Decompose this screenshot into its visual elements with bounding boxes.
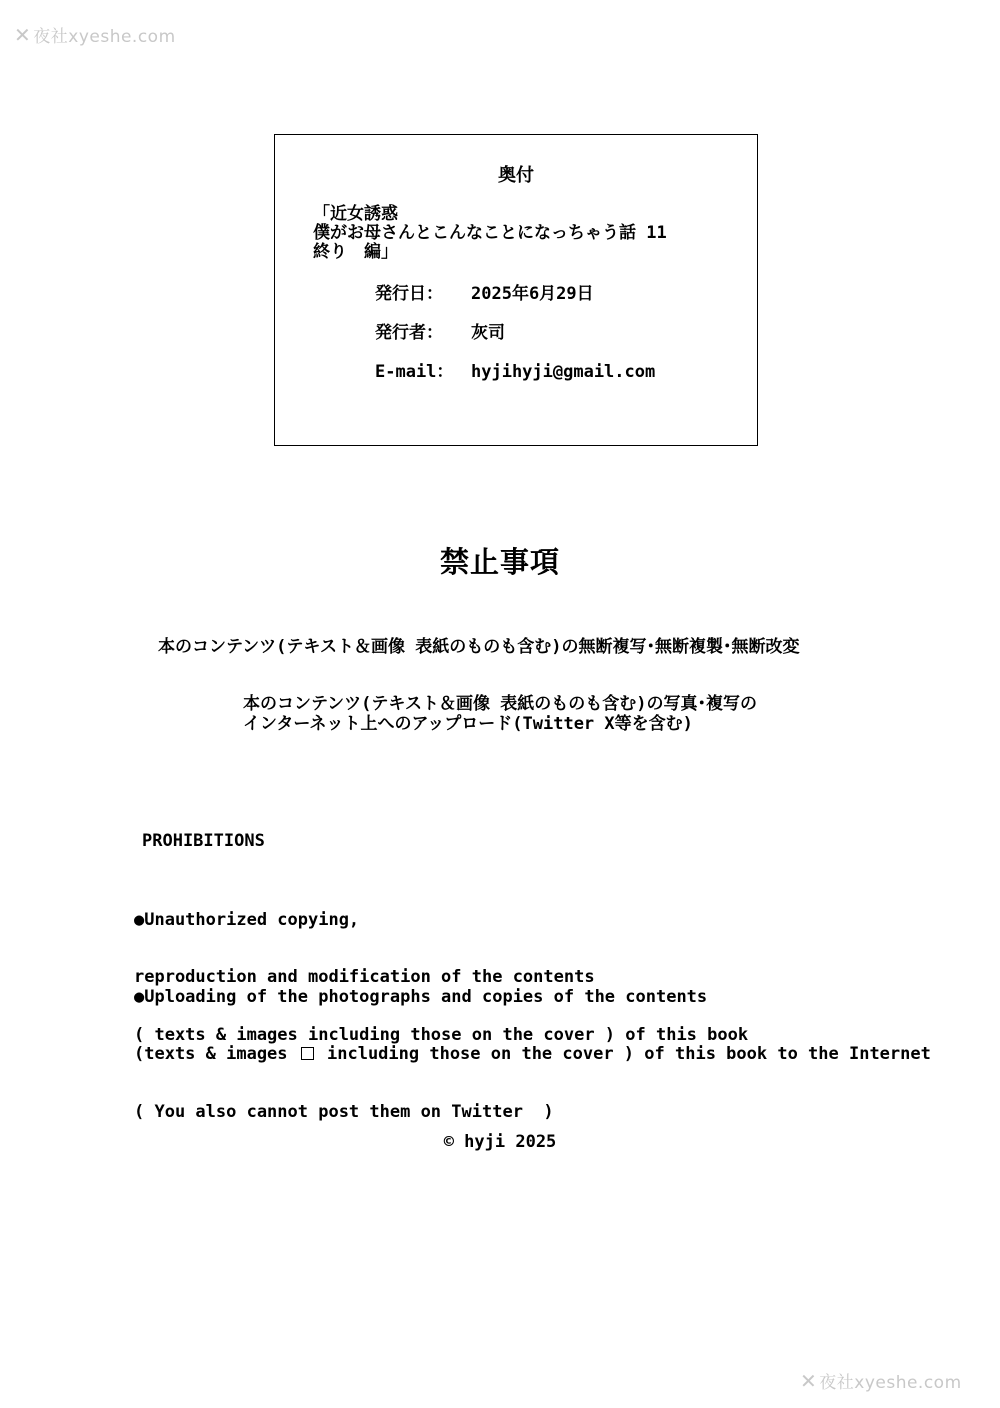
watermark-bottom [800, 1368, 962, 1393]
prohibition-jp-item-1: 本のコンテンツ(テキスト＆画像 表紙のものも含む)の無断複写･無断複製･無断改変 [158, 637, 800, 657]
prohibition-en-item-2-line-1: ●Uploading of the photographs and copies of the contents [134, 986, 708, 1007]
email-row [375, 357, 655, 382]
colophon-box [274, 134, 758, 446]
watermark-x-icon: ✕ [800, 1369, 818, 1393]
watermark-top [14, 22, 176, 47]
line-2-end: including those on the cover ) of this book to the Internet [316, 1044, 931, 1065]
publish-date-label: 発行日： [375, 284, 443, 304]
prohibition-en-item-1-line-1: ●Unauthorized copying, [134, 909, 360, 930]
watermark-x-icon: ✕ [14, 23, 32, 47]
email-value: hyjihyji@gmail.com [471, 362, 656, 382]
book-title [313, 205, 753, 262]
copyright: © hyji 2025 [443, 1132, 557, 1152]
prohibition-en-item-1-line-2: reproduction and modification of the contents [134, 967, 595, 988]
line-2-start: (texts & images [134, 1044, 298, 1065]
book-title-line-2: 僕がお母さんとこんなことになっちゃう話 11 [313, 223, 667, 243]
prohibition-jp-item-2-line-1: 本のコンテンツ(テキスト＆画像 表紙のものも含む)の写真･複写の [243, 694, 758, 714]
prohibition-en-item-2-line-2 [134, 1045, 931, 1064]
publish-date-value: 2025年6月29日 [471, 284, 594, 304]
publish-date-row [375, 279, 594, 304]
prohibition-en-item-1-line-3: ( texts & images including those on the cover ) of this book [134, 1025, 749, 1046]
publisher-value: 灰司 [471, 323, 505, 343]
publisher-label: 発行者： [375, 323, 443, 343]
prohibitions-en-heading: PROHIBITIONS [142, 831, 265, 851]
prohibition-en-item-2 [134, 949, 931, 1142]
prohibition-jp-item-2 [243, 694, 757, 734]
prohibition-jp-item-2-line-2: インターネット上へのアップロード(Twitter X等を含む) [243, 714, 693, 734]
colophon-title: 奥付 [498, 165, 534, 186]
watermark-text: 夜社xyeshe.com [33, 27, 176, 47]
empty-box-glyph-icon [301, 1047, 314, 1060]
prohibition-en-item-2-line-3: ( You also cannot post them on Twitter ) [134, 1102, 554, 1123]
watermark-text: 夜社xyeshe.com [819, 1373, 962, 1393]
publisher-row [375, 318, 505, 343]
book-title-line-3: 終り 編」 [313, 242, 398, 262]
email-label: E-mail： [375, 362, 454, 382]
book-title-line-1: 「近女誘惑 [313, 204, 398, 224]
prohibitions-jp-heading: 禁止事項 [439, 545, 560, 579]
